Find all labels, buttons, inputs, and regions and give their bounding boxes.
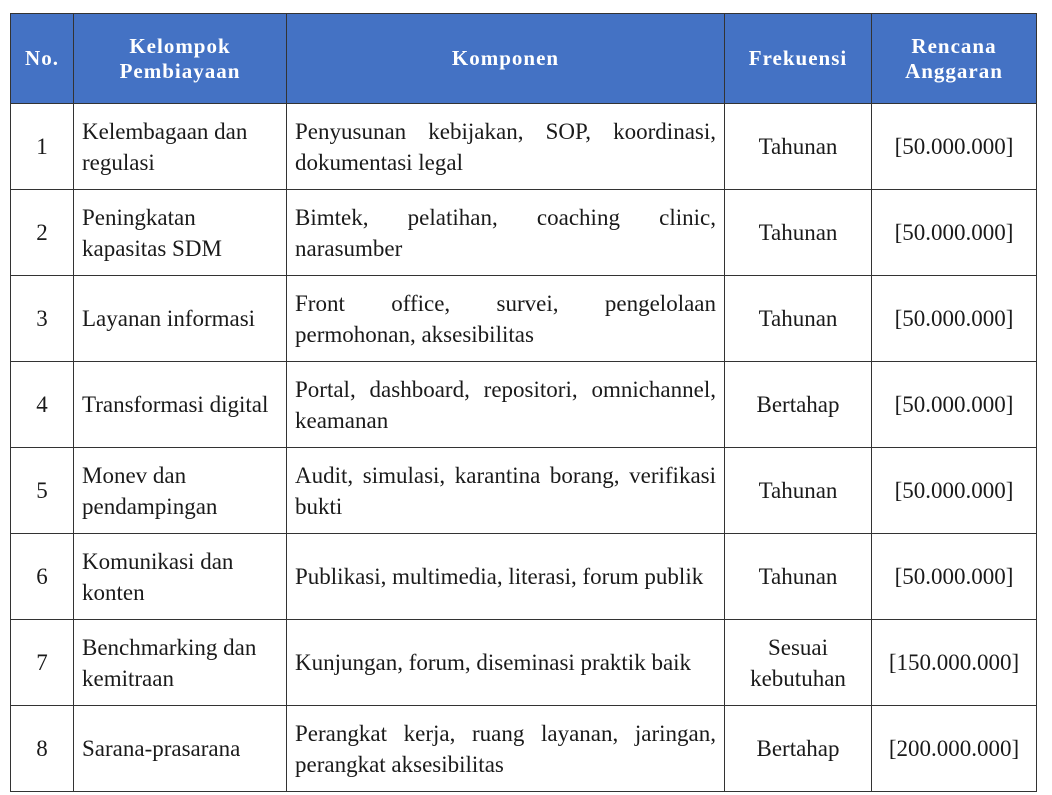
row-number: 2 <box>11 190 74 276</box>
row-number: 7 <box>11 620 74 706</box>
component-cell: Perangkat kerja, ruang layanan, jaringan, perangkat aksesibilitas <box>287 706 725 792</box>
component-cell: Penyusunan kebijakan, SOP, koordinasi, dokumentasi legal <box>287 104 725 190</box>
table-header <box>11 14 1037 104</box>
header-budget-line1: Rencana <box>911 33 997 58</box>
frequency-cell: Tahunan <box>725 104 872 190</box>
table-row <box>11 104 1037 190</box>
frequency-cell: Bertahap <box>725 706 872 792</box>
component-cell: Kunjungan, forum, diseminasi praktik baik <box>287 620 725 706</box>
row-number: 4 <box>11 362 74 448</box>
component-cell: Bimtek, pelatihan, coaching clinic, narasumber <box>287 190 725 276</box>
row-number: 1 <box>11 104 74 190</box>
budget-cell: [200.000.000] <box>872 706 1037 792</box>
financing-group-cell: Sarana-prasarana <box>74 706 287 792</box>
component-cell: Audit, simulasi, karantina borang, verifikasi bukti <box>287 448 725 534</box>
header-financing-group-line2: Pembiayaan <box>119 58 241 83</box>
financing-group-cell: Komunikasi dan konten <box>74 534 287 620</box>
financing-group-cell: Transformasi digital <box>74 362 287 448</box>
header-financing-group <box>74 14 287 104</box>
table-row <box>11 276 1037 362</box>
component-cell: Front office, survei, pengelolaan permohonan, aksesibilitas <box>287 276 725 362</box>
header-frequency: Frekuensi <box>725 14 872 104</box>
budget-cell: [50.000.000] <box>872 362 1037 448</box>
component-cell: Publikasi, multimedia, literasi, forum publik <box>287 534 725 620</box>
financing-plan-table <box>10 13 1037 792</box>
component-cell: Portal, dashboard, repositori, omnichannel, keamanan <box>287 362 725 448</box>
row-number: 3 <box>11 276 74 362</box>
row-number: 8 <box>11 706 74 792</box>
row-number: 6 <box>11 534 74 620</box>
header-no: No. <box>11 14 74 104</box>
frequency-cell: Tahunan <box>725 448 872 534</box>
header-budget-line2: Anggaran <box>905 58 1003 83</box>
table-row <box>11 362 1037 448</box>
frequency-cell: Tahunan <box>725 276 872 362</box>
header-financing-group-line1: Kelompok <box>129 33 231 58</box>
frequency-cell: Bertahap <box>725 362 872 448</box>
financing-group-cell: Layanan informasi <box>74 276 287 362</box>
header-component: Komponen <box>287 14 725 104</box>
row-number: 5 <box>11 448 74 534</box>
financing-group-cell: Peningkatan kapasitas SDM <box>74 190 287 276</box>
financing-group-cell: Monev dan pendampingan <box>74 448 287 534</box>
table-row <box>11 190 1037 276</box>
header-row <box>11 14 1037 104</box>
budget-cell: [150.000.000] <box>872 620 1037 706</box>
budget-cell: [50.000.000] <box>872 448 1037 534</box>
table-body <box>11 104 1037 792</box>
table-row <box>11 448 1037 534</box>
financing-group-cell: Kelembagaan dan regulasi <box>74 104 287 190</box>
table-row <box>11 620 1037 706</box>
budget-cell: [50.000.000] <box>872 276 1037 362</box>
budget-cell: [50.000.000] <box>872 534 1037 620</box>
table-row <box>11 706 1037 792</box>
frequency-cell: Sesuai kebutuhan <box>725 620 872 706</box>
frequency-cell: Tahunan <box>725 190 872 276</box>
frequency-cell: Tahunan <box>725 534 872 620</box>
table-row <box>11 534 1037 620</box>
header-budget <box>872 14 1037 104</box>
budget-cell: [50.000.000] <box>872 190 1037 276</box>
financing-group-cell: Benchmarking dan kemitraan <box>74 620 287 706</box>
budget-cell: [50.000.000] <box>872 104 1037 190</box>
